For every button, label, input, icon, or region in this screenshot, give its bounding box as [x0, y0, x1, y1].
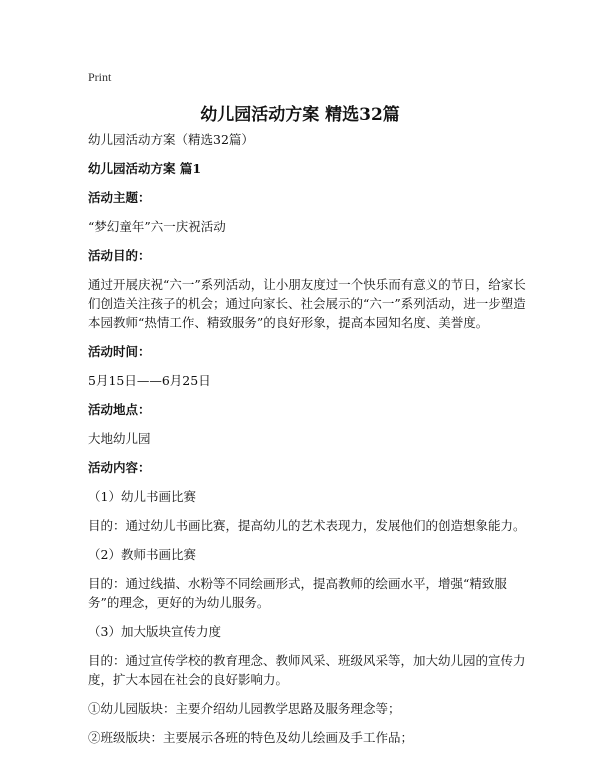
place-text: 大地幼儿园	[88, 431, 151, 446]
purpose-heading: 活动目的：	[88, 248, 151, 263]
item-3: （3）加大版块宣传力度	[88, 624, 221, 639]
page-title: 幼儿园活动方案 精选32篇	[200, 105, 400, 125]
place-heading: 活动地点：	[88, 402, 151, 417]
item-3-goal: 目的：通过宣传学校的教育理念、教师风采、班级风采等，加大幼儿园的宣传力度，扩大本园在社会的良好影响力。	[88, 653, 526, 687]
document-body	[88, 130, 528, 757]
theme-heading: 活动主题：	[88, 190, 151, 205]
time-text: 5月15日——6月25日	[88, 373, 211, 388]
content-heading: 活动内容：	[88, 460, 151, 475]
item-2-goal: 目的：通过线描、水粉等不同绘画形式，提高教师的绘画水平，增强“精致服务”的理念，更好的为幼儿服务。	[88, 576, 507, 610]
item-1-goal: 目的：通过幼儿书画比赛，提高幼儿的艺术表现力，发展他们的创造想象能力。	[88, 518, 526, 533]
time-heading: 活动时间：	[88, 344, 151, 359]
bullet-1: ①幼儿园版块：主要介绍幼儿园教学思路及服务理念等；	[88, 701, 401, 716]
purpose-text: 通过开展庆祝“六一”系列活动，让小朋友度过一个快乐而有意义的节日，给家长们创造关注孩子的机会；通过向家长、社会展示的“六一”系列活动，进一步塑造本园教师“热情工作、精致服务”的良好形象，提高本园知名度、美誉度。	[88, 277, 526, 330]
item-2: （2）教师书画比赛	[88, 547, 196, 562]
subtitle: 幼儿园活动方案（精选32篇）	[88, 132, 254, 147]
section-title: 幼儿园活动方案 篇1	[88, 161, 202, 176]
bullet-2: ②班级版块：主要展示各班的特色及幼儿绘画及手工作品；	[88, 730, 414, 745]
theme-text: “梦幻童年”六一庆祝活动	[88, 219, 226, 234]
print-link[interactable]: Print	[88, 70, 112, 84]
item-1: （1）幼儿书画比赛	[88, 489, 196, 504]
